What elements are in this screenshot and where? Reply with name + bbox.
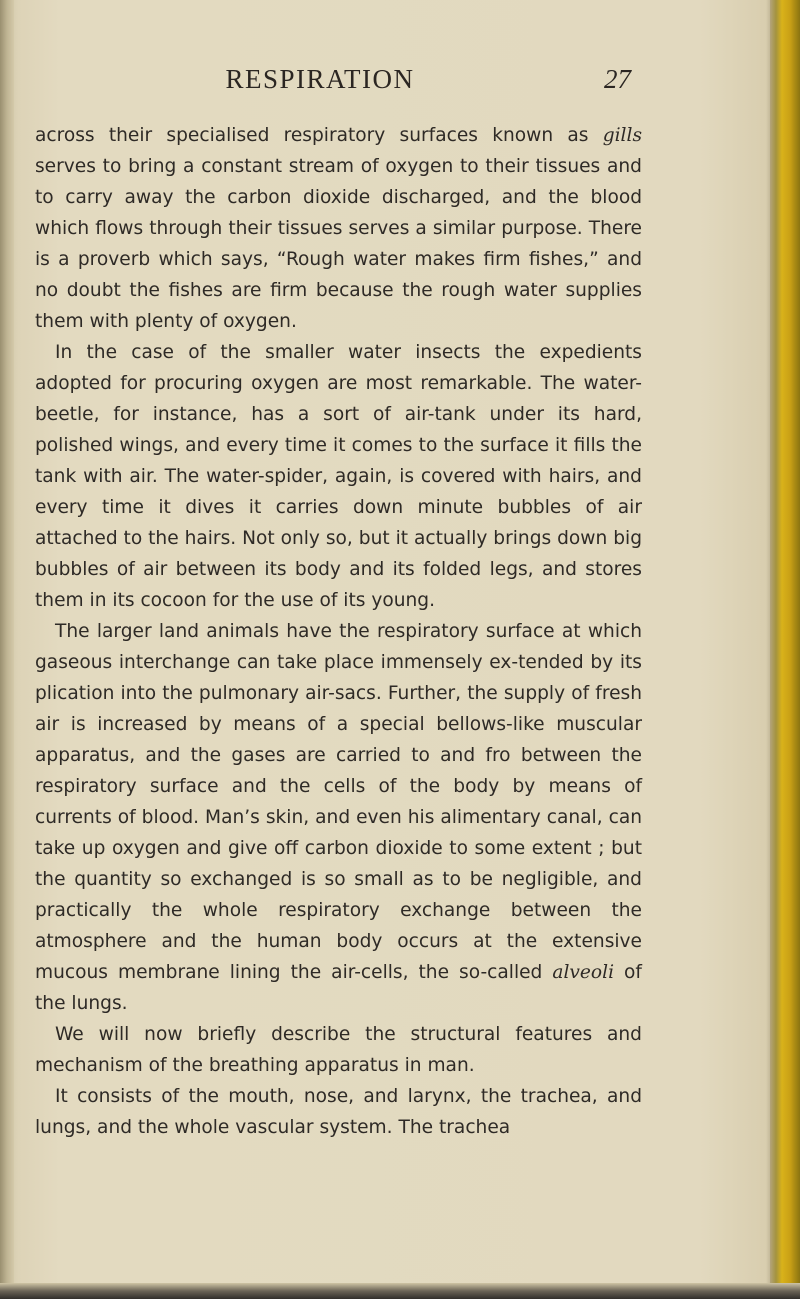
paragraph-1-text-b: serves to bring a constant stream of oxygen to their tissues and to carry away the carbon dioxide discharged, and the blood which flows through their tissues serves a similar purpose. There is a proverb which says, “Rough water makes firm fishes,” and no doubt the fishes are firm because the rough water supplies them with plenty of oxygen. [35, 156, 642, 332]
page-number: 27 [604, 64, 631, 94]
paragraph-1-italic-term: gills [602, 125, 642, 146]
paragraph-5: It consists of the mouth, nose, and larynx, the trachea, and lungs, and the whole vascular system. The trachea [35, 1086, 642, 1138]
book-cover-edge [770, 0, 800, 1299]
paragraph-3-text-a: The larger land animals have the respiratory surface at which gaseous interchange can take place immensely ex-tended by its plication into the pulmonary air-sacs. Further, the supply of fresh air is increased by means of a special bellows-like muscular apparatus, and the gases are carried to and fro between the respiratory surface and the cells of the body by means of currents of blood. Man’s skin, and even his alimentary canal, can take up oxygen and give off carbon dioxide to some extent ; but the quantity so exchanged is so small as to be negligible, and practically the whole respiratory exchange between the atmosphere and the human body occurs at the extensive mucous membrane lining the air-cells, the so-called [35, 621, 642, 983]
paragraph-1 [35, 120, 642, 337]
page-bottom-edge [0, 1283, 800, 1299]
paragraph-3-italic-term: alveoli [552, 962, 615, 983]
paragraph-3 [35, 616, 642, 1019]
page-gutter-shadow [0, 0, 14, 1299]
page-header [0, 64, 770, 104]
paragraph-1-text-a: across their specialised respiratory surfaces known as [35, 125, 603, 146]
paragraph-2: In the case of the smaller water insects the expedients adopted for procuring oxygen are most remarkable. The water-beetle, for instance, has a sort of air-tank under its hard, polished wings, and every time it comes to the surface it fills the tank with air. The water-spider, again, is covered with hairs, and every time it dives it carries down minute bubbles of air attached to the hairs. Not only so, but it actually brings down big bubbles of air between its body and its folded legs, and stores them in its cocoon for the use of its young. [35, 342, 642, 611]
running-head: RESPIRATION [225, 64, 415, 94]
page-body [35, 120, 642, 1143]
paragraph-3-text-b: of the lungs. [35, 962, 642, 1014]
paragraph-4: We will now briefly describe the structural features and mechanism of the breathing apparatus in man. [35, 1024, 642, 1076]
